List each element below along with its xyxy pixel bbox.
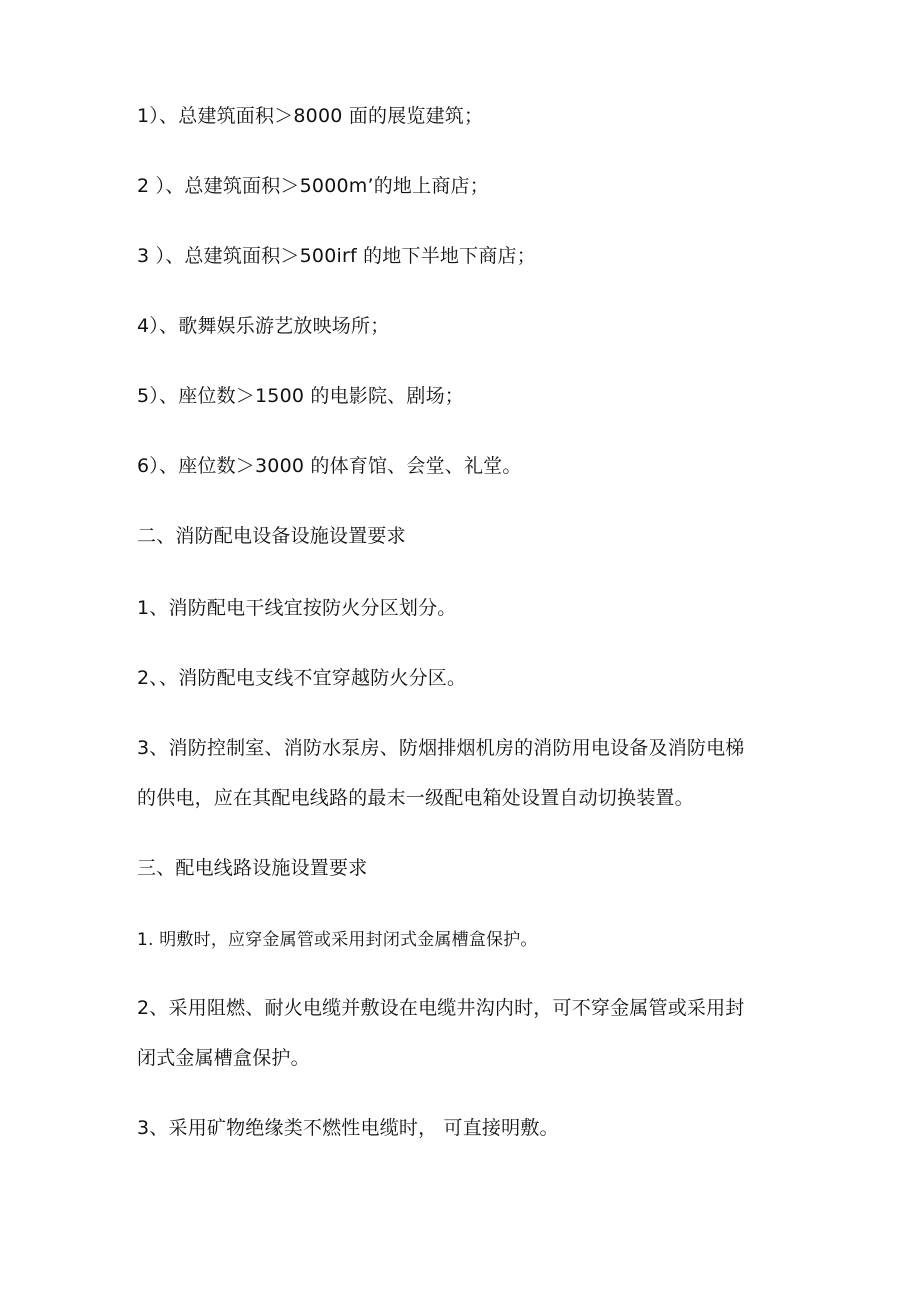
list-item-entertainment-venue: 4）、歌舞娱乐游艺放映场所； <box>137 315 390 337</box>
list-item-above-ground-store: 2 ）、总建筑面积＞5000m’的地上商店； <box>137 175 489 197</box>
paragraph-exposed-laying: 1. 明敷时，应穿金属管或采用封闭式金属槽盒保护。 <box>137 930 538 950</box>
paragraph-fire-resistant-cable-line-2: 闭式金属槽盒保护。 <box>137 1047 310 1069</box>
paragraph-auto-switch-line-2: 的供电，应在其配电线路的最末一级配电箱处设置自动切换装置。 <box>137 787 694 809</box>
paragraph-trunk-line: 1、消防配电干线宜按防火分区划分。 <box>137 597 457 619</box>
section-heading-power-distribution-equipment: 二、消防配电设备设施设置要求 <box>137 525 406 547</box>
paragraph-fire-resistant-cable-line-1: 2、采用阻燃、耐火电缆并敷设在电缆井沟内时，可不穿金属管或采用封 <box>137 997 745 1019</box>
paragraph-mineral-insulated-cable: 3、采用矿物绝缘类不燃性电缆时， 可直接明敷。 <box>137 1117 559 1139</box>
list-item-cinema-theater: 5）、座位数＞1500 的电影院、剧场； <box>137 385 464 407</box>
list-item-exhibition-building: 1）、总建筑面积＞8000 面的展览建筑； <box>137 105 484 127</box>
section-heading-distribution-lines: 三、配电线路设施设置要求 <box>137 857 368 879</box>
paragraph-branch-line: 2、、消防配电支线不宜穿越防火分区。 <box>137 667 467 689</box>
list-item-stadium-hall: 6）、座位数＞3000 的体育馆、会堂、礼堂。 <box>137 455 522 477</box>
list-item-underground-store: 3 ）、总建筑面积＞500irf 的地下半地下商店； <box>137 245 536 267</box>
paragraph-auto-switch-line-1: 3、消防控制室、消防水泵房、防烟排烟机房的消防用电设备及消防电梯 <box>137 737 745 759</box>
